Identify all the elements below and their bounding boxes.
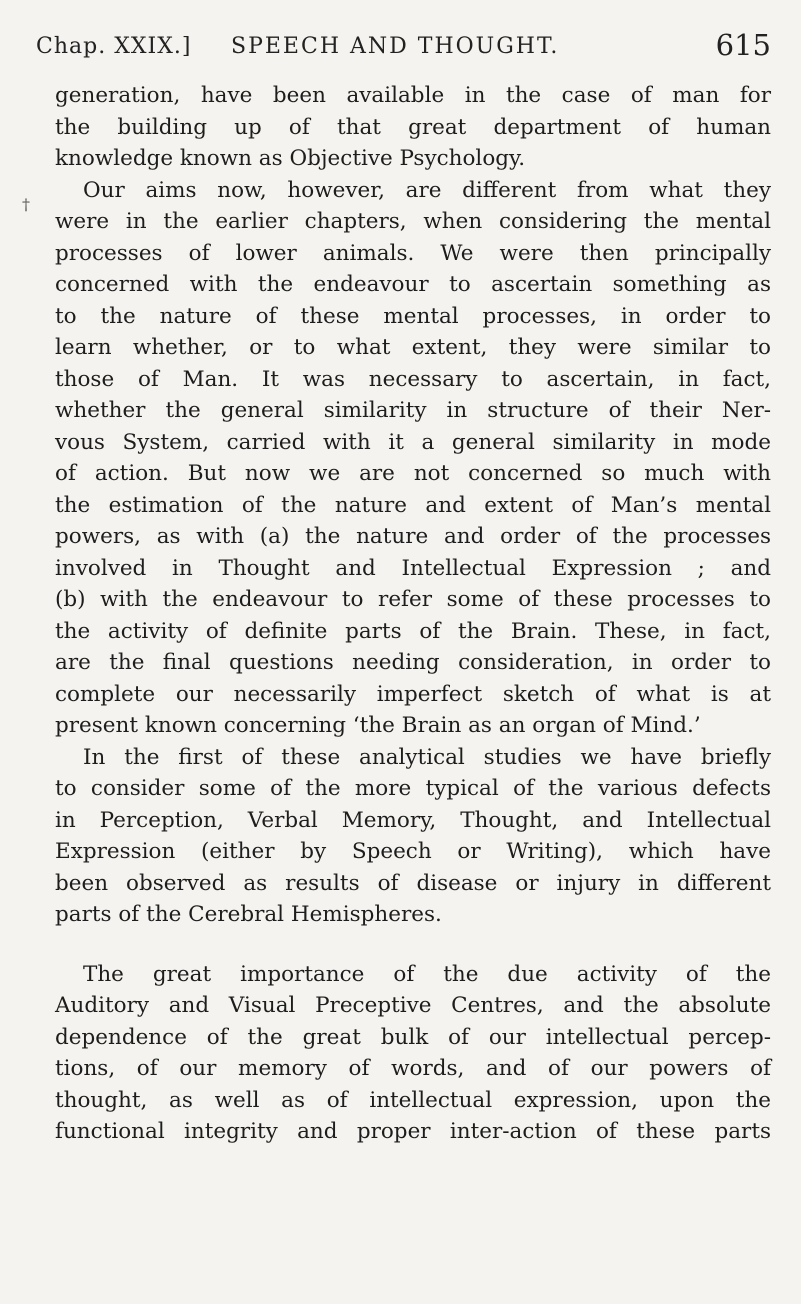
text-line: learn whether, or to what extent, they were similar to (55, 335, 771, 360)
text-line: Auditory and Visual Preceptive Centres, and the absolute (55, 993, 771, 1018)
text-line: powers, as with (a) the nature and order of the processes (55, 524, 771, 549)
page-number: 615 (715, 28, 771, 62)
text-line: whether the general similarity in structure of their Ner- (55, 398, 771, 423)
text-line: present known concerning ‘the Brain as an organ of Mind.’ (55, 713, 701, 738)
text-line: In the first of these analytical studies we have briefly (83, 744, 771, 770)
text-line: The great importance of the due activity of the (83, 961, 771, 987)
paragraph (55, 175, 771, 742)
text-line: generation, have been available in the case of man for (55, 83, 771, 108)
text-line: are the final questions needing consideration, in order to (55, 650, 771, 675)
text-line: been observed as results of disease or injury in different (55, 870, 771, 896)
text-line: the estimation of the nature and extent of Man’s mental (55, 492, 771, 518)
text-line: tions, of our memory of words, and of our powers of (55, 1056, 771, 1081)
text-line: thought, as well as of intellectual expression, upon the (55, 1087, 771, 1113)
running-title: SPEECH AND THOUGHT. (231, 34, 560, 59)
text-line: Expression (either by Speech or Writing), which have (55, 839, 771, 864)
text-line: vous System, carried with it a general similarity in mode (55, 429, 771, 455)
text-line: processes of lower animals. We were then principally (55, 240, 771, 266)
running-head (36, 28, 775, 68)
text-line: dependence of the great bulk of our intellectual percep- (55, 1024, 771, 1050)
paragraph (55, 80, 771, 175)
text-line: those of Man. It was necessary to ascertain, in fact, (55, 366, 771, 392)
chapter-label: Chap. XXIX.] (36, 34, 192, 59)
text-line: were in the earlier chapters, when considering the mental (55, 209, 771, 234)
text-line: the building up of that great department of human (55, 114, 771, 140)
text-line: parts of the Cerebral Hemispheres. (55, 902, 442, 927)
paragraph-gap (55, 931, 771, 959)
margin-mark: † (22, 195, 30, 214)
text-line: of action. But now we are not concerned so much with (55, 461, 771, 486)
text-line: involved in Thought and Intellectual Expression ; and (55, 555, 771, 581)
text-line: functional integrity and proper inter-action of these parts (55, 1119, 771, 1144)
text-line: the activity of definite parts of the Brain. These, in fact, (55, 618, 771, 644)
text-line: to consider some of the more typical of the various defects (55, 776, 771, 801)
body-text (55, 80, 771, 1148)
text-line: to the nature of these mental processes, in order to (55, 303, 771, 329)
text-line: knowledge known as Objective Psychology. (55, 146, 526, 171)
text-line: concerned with the endeavour to ascertain something as (55, 272, 771, 297)
text-line: complete our necessarily imperfect sketch of what is at (55, 681, 771, 707)
paragraph (55, 742, 771, 931)
text-line: Our aims now, however, are different from what they (83, 177, 771, 203)
text-line: in Perception, Verbal Memory, Thought, and Intellectual (55, 807, 771, 833)
text-line: (b) with the endeavour to refer some of these processes to (55, 587, 771, 612)
paragraph (55, 959, 771, 1148)
